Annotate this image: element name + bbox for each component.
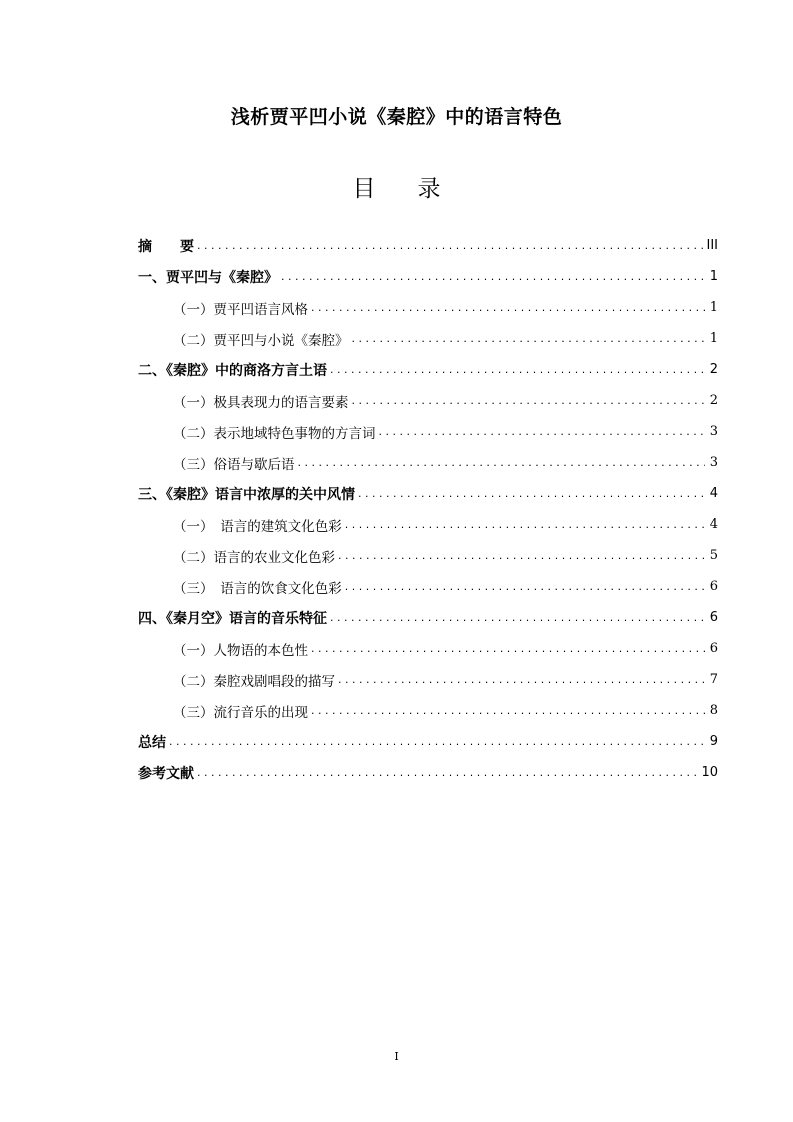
toc-entry-page: 6 [709, 610, 718, 625]
dot-leader [358, 487, 705, 501]
toc-entry-page: 6 [709, 579, 718, 594]
toc-entry-section-3-1[interactable] [138, 509, 718, 540]
toc-entry-label: （二）语言的农业文化色彩 [173, 549, 335, 566]
toc-entry-section-4-3[interactable] [138, 695, 718, 726]
toc-entry-page: III [706, 238, 718, 253]
table-of-contents [138, 230, 718, 788]
toc-entry-label: （二）秦腔戏剧唱段的描写 [173, 673, 335, 690]
toc-entry-page: 1 [709, 269, 718, 284]
toc-entry-page: 1 [709, 331, 718, 346]
page-number: I [394, 1050, 399, 1063]
toc-entry-section-4-1[interactable] [138, 633, 718, 664]
toc-entry-label: 四、《秦月空》语言的音乐特征 [138, 610, 327, 627]
toc-heading-part2: 录 [417, 176, 441, 202]
toc-entry-page: 10 [701, 765, 718, 780]
dot-leader [169, 735, 705, 749]
toc-entry-page: 4 [709, 517, 718, 532]
toc-entry-page: 1 [709, 300, 718, 315]
dot-leader [330, 611, 705, 625]
toc-entry-label: （一）贾平凹语言风格 [173, 301, 308, 318]
toc-entry-page: 3 [709, 424, 718, 439]
dot-leader [311, 301, 705, 315]
dot-leader [311, 642, 705, 656]
toc-entry-section-2-1[interactable] [138, 385, 718, 416]
toc-entry-page: 9 [709, 734, 718, 749]
toc-entry-label: （二）表示地域特色事物的方言词 [173, 425, 376, 442]
toc-entry-page: 5 [709, 548, 718, 563]
toc-entry-section-1-2[interactable] [138, 323, 718, 354]
dot-leader [338, 673, 705, 687]
toc-heading [0, 170, 793, 203]
toc-entry-references[interactable] [138, 757, 718, 788]
document-title: 浅析贾平凹小说《秦腔》中的语言特色 [230, 106, 563, 128]
dot-leader [352, 394, 706, 408]
dot-leader [345, 518, 705, 532]
toc-entry-chapter-4[interactable] [138, 602, 718, 633]
toc-entry-label: （三）流行音乐的出现 [173, 704, 308, 721]
toc-entry-section-2-3[interactable] [138, 447, 718, 478]
dot-leader [338, 549, 705, 563]
toc-entry-label: （二）贾平凹与小说《秦腔》 [173, 332, 349, 349]
toc-entry-section-3-3[interactable] [138, 571, 718, 602]
toc-entry-abstract[interactable] [138, 230, 718, 261]
dot-leader [197, 239, 703, 253]
toc-entry-conclusion[interactable] [138, 726, 718, 757]
toc-heading-part1: 目 [352, 176, 376, 202]
toc-entry-label: 总结 [138, 734, 166, 751]
toc-entry-section-1-1[interactable] [138, 292, 718, 323]
dot-leader [345, 580, 705, 594]
dot-leader [379, 425, 706, 439]
toc-entry-label: （三） 语言的饮食文化色彩 [173, 580, 342, 597]
toc-entry-section-3-2[interactable] [138, 540, 718, 571]
toc-entry-label: 三、《秦腔》语言中浓厚的关中风情 [138, 486, 355, 503]
toc-entry-section-2-2[interactable] [138, 416, 718, 447]
toc-entry-label: （一） 语言的建筑文化色彩 [173, 518, 342, 535]
dot-leader [352, 332, 706, 346]
toc-entry-label: （三）俗语与歇后语 [173, 456, 295, 473]
toc-entry-chapter-1[interactable] [138, 261, 718, 292]
toc-entry-label: （一）人物语的本色性 [173, 642, 308, 659]
toc-entry-page: 4 [709, 486, 718, 501]
toc-entry-page: 8 [709, 703, 718, 718]
toc-entry-label: 摘 要 [138, 238, 194, 255]
toc-entry-label: （一）极具表现力的语言要素 [173, 394, 349, 411]
toc-entry-section-4-2[interactable] [138, 664, 718, 695]
toc-entry-page: 2 [709, 362, 718, 377]
toc-entry-chapter-3[interactable] [138, 478, 718, 509]
toc-entry-label: 一、贾平凹与《秦腔》 [138, 269, 278, 286]
toc-entry-page: 2 [709, 393, 718, 408]
dot-leader [281, 270, 705, 284]
toc-entry-page: 3 [709, 455, 718, 470]
toc-entry-label: 参考文献 [138, 765, 194, 782]
toc-entry-page: 6 [709, 641, 718, 656]
toc-entry-label: 二、《秦腔》中的商洛方言土语 [138, 362, 327, 379]
dot-leader [197, 766, 698, 780]
toc-entry-page: 7 [709, 672, 718, 687]
dot-leader [311, 704, 705, 718]
toc-entry-chapter-2[interactable] [138, 354, 718, 385]
dot-leader [330, 363, 705, 377]
dot-leader [298, 456, 706, 470]
